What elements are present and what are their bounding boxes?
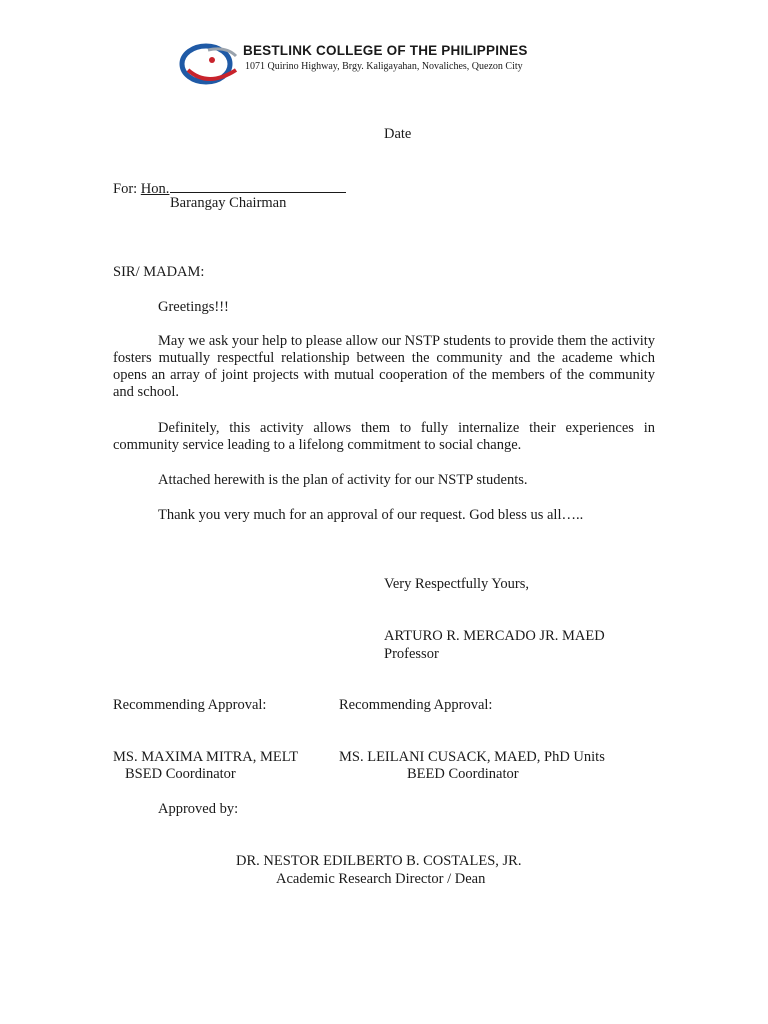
college-address: 1071 Quirino Highway, Brgy. Kaligayahan, Novaliches, Quezon City	[245, 61, 523, 72]
addressee-blank	[170, 178, 346, 193]
for-label: For:	[113, 181, 138, 197]
approved-by-label: Approved by:	[158, 801, 239, 817]
greeting: Greetings!!!	[158, 299, 229, 315]
body-paragraph-1: May we ask your help to please allow our NSTP students to provide them the activity fosters mutually respectful relationship between the community and the academe which opens an array of joint projects with mutual cooperation of the members of the community and school.	[113, 333, 655, 400]
sender-title: Professor	[384, 646, 439, 662]
body-paragraph-4: Thank you very much for an approval of our request. God bless us all…..	[158, 507, 584, 523]
recommender-title-right: BEED Coordinator	[407, 766, 519, 782]
sender-name: ARTURO R. MERCADO JR. MAED	[384, 628, 605, 644]
approver-name: DR. NESTOR EDILBERTO B. COSTALES, JR.	[236, 853, 522, 869]
addressee-honorific: Hon.	[140, 181, 170, 197]
recommender-name-left: MS. MAXIMA MITRA, MELT	[113, 749, 299, 765]
salutation: SIR/ MADAM:	[113, 264, 205, 280]
closing: Very Respectfully Yours,	[384, 576, 529, 592]
approver-title: Academic Research Director / Dean	[276, 871, 486, 887]
recommending-label-right: Recommending Approval:	[339, 697, 493, 713]
letter-date: Date	[384, 126, 412, 142]
college-name: BESTLINK COLLEGE OF THE PHILIPPINES	[243, 43, 528, 58]
recommender-name-right: MS. LEILANI CUSACK, MAED, PhD Units	[339, 749, 605, 765]
college-logo-icon	[178, 40, 240, 86]
body-paragraph-3: Attached herewith is the plan of activity for our NSTP students.	[158, 472, 528, 488]
recommending-label-left: Recommending Approval:	[113, 697, 267, 713]
addressee-title: Barangay Chairman	[170, 195, 287, 211]
body-paragraph-2: Definitely, this activity allows them to fully internalize their experiences in community service leading to a lifelong commitment to social change.	[113, 420, 655, 453]
recommender-title-left: BSED Coordinator	[125, 766, 236, 782]
